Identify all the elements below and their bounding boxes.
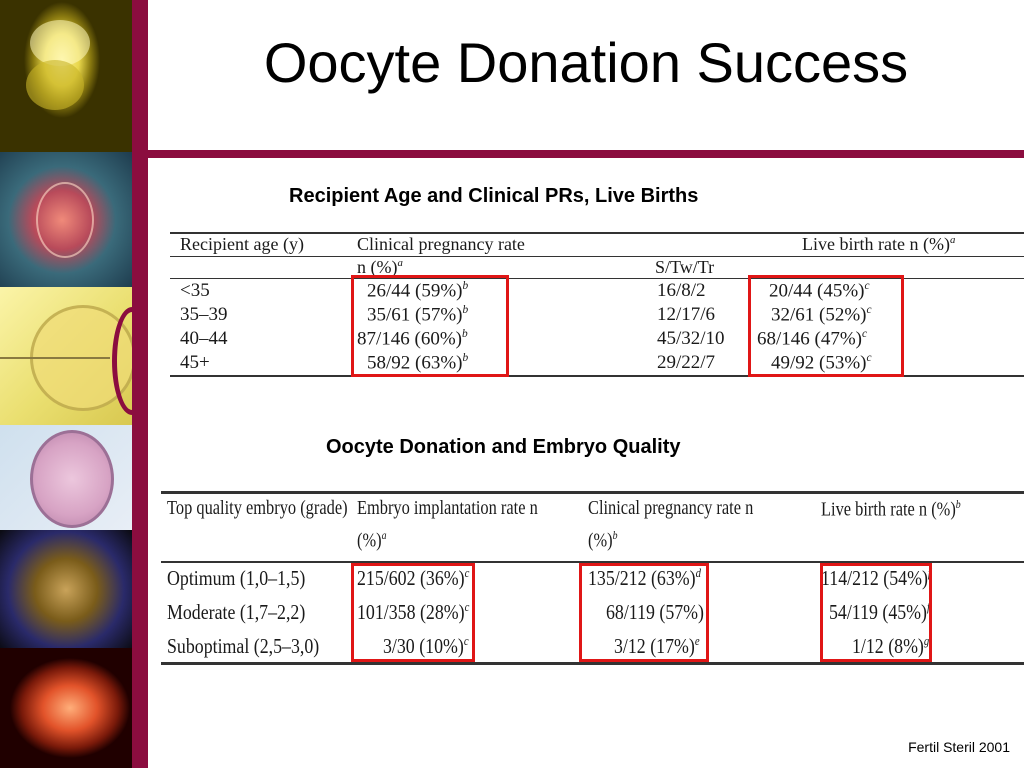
table2-header-impl: Embryo implantation rate n [357, 497, 538, 519]
table2-top-rule [161, 491, 1024, 494]
cpr-cell: 35/61 $(57\%)^b$ [367, 304, 469, 326]
stwtr-cell: 45/32/10 [657, 328, 725, 349]
impl-cell: 3/30 $(10\%)^c$ [383, 634, 469, 658]
image-strip [0, 0, 132, 768]
lbr-cell: 68/146 $(47\%)^c$ [757, 328, 868, 350]
hatching-blastocyst-image [0, 530, 132, 648]
lbr-cell: 1/12 $(8\%)^g$ [852, 634, 930, 658]
impl-cell: 101/358 $(28\%)^c$ [357, 600, 470, 624]
cpr-cell: 3/12 $(17\%)^e$ [614, 634, 700, 658]
cpr-cell: 26/44 $(59\%)^b$ [367, 280, 469, 302]
table2-bottom-rule [161, 662, 1024, 665]
table1-header-cpr: Clinical pregnancy rate [357, 234, 525, 254]
two-cell-embryo-image [0, 0, 132, 152]
lbr-cell: 54/119 $(45\%)^f$ [829, 600, 930, 624]
highlight-box [820, 563, 932, 662]
highlight-box [351, 275, 509, 377]
table1-caption: Recipient Age and Clinical PRs, Live Births [289, 185, 699, 207]
reference-citation: Fertil Steril 2001 [908, 739, 1010, 755]
lbr-cell: 49/92 $(53\%)^c$ [771, 352, 872, 374]
age-cell: 35–39 [180, 304, 228, 325]
table2-header-grade: Top quality embryo (grade) [167, 497, 348, 519]
table2-header-impl-unit: (%)$^a$ [357, 528, 387, 552]
icsi-injection-image [0, 287, 132, 425]
table2-header-lbr: Live birth rate n (%)$^b$ [821, 497, 961, 521]
highlight-box [579, 563, 709, 662]
age-cell: 40–44 [180, 328, 228, 349]
table2-caption: Oocyte Donation and Embryo Quality [326, 436, 681, 458]
table2-header-cpr: Clinical pregnancy rate n [588, 497, 754, 519]
cpr-cell: 87/146 $(60\%)^b$ [357, 328, 468, 350]
table2-header-cpr-unit: (%)$^b$ [588, 528, 618, 552]
cpr-cell: 68/119 (57%) [606, 600, 705, 624]
table1-header-stwtr: S/Tw/Tr [655, 257, 715, 277]
cpr-cell: 135/212 $(63\%)^d$ [588, 566, 701, 590]
fetus-image [0, 648, 132, 768]
table1-header-age: Recipient age (y) [180, 234, 304, 254]
stwtr-cell: 12/17/6 [657, 304, 716, 325]
lbr-cell: 114/212 $(54\%)^f$ [821, 566, 931, 590]
highlight-box [748, 275, 904, 377]
grade-cell: Moderate (1,7–2,2) [167, 600, 306, 624]
accent-bar-vertical [132, 0, 148, 768]
impl-cell: 215/602 $(36\%)^c$ [357, 566, 470, 590]
grade-cell: Optimum (1,0–1,5) [167, 566, 306, 590]
table1-header-rule [170, 256, 1024, 257]
grade-cell: Suboptimal (2,5–3,0) [167, 634, 320, 658]
table1-header-cpr-sub: n (%)$^a$ [357, 257, 403, 277]
highlight-box [351, 563, 475, 662]
slide-title: Oocyte Donation Success [263, 31, 909, 94]
lbr-cell: 32/61 $(52\%)^c$ [771, 304, 872, 326]
accent-bar-horizontal [148, 150, 1024, 158]
table1-header-lbr: Live birth rate n (%)$^a$ [802, 234, 956, 254]
stwtr-cell: 16/8/2 [657, 280, 706, 301]
cpr-cell: 58/92 $(63\%)^b$ [367, 352, 469, 374]
lbr-cell: 20/44 $(45\%)^c$ [769, 280, 870, 302]
age-cell: 45+ [180, 352, 210, 373]
four-cell-embryo-image [0, 152, 132, 287]
blastocyst-image [0, 425, 132, 530]
age-cell: <35 [180, 280, 210, 301]
stwtr-cell: 29/22/7 [657, 352, 716, 373]
